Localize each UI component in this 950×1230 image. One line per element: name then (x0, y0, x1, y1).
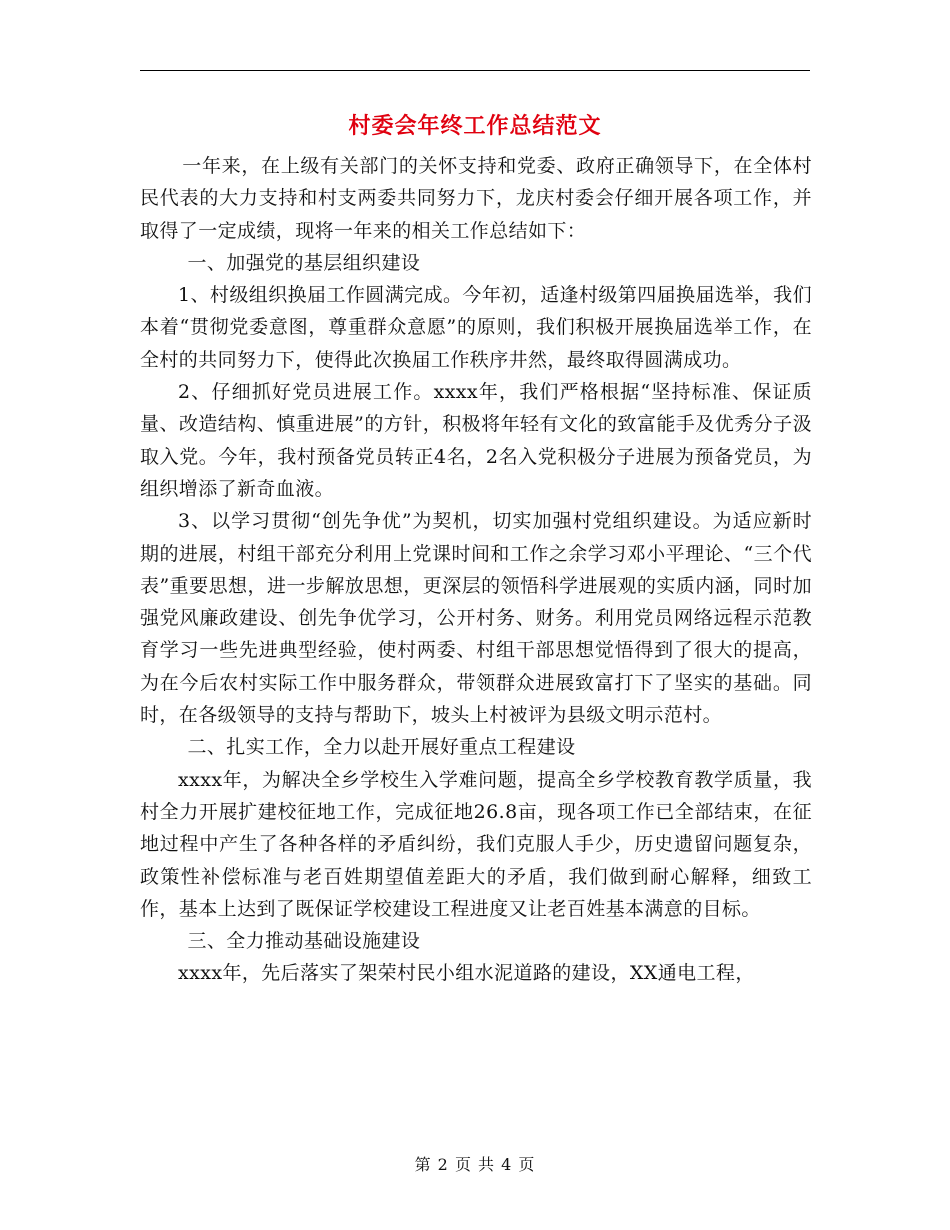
paragraph-item-3: 3、以学习贯彻“创先争优”为契机，切实加强村党组织建设。为适应新时期的进展，村组干部充分利用上党课时间和工作之余学习邓小平理论、“三个代表”重要思想，进一步解放思想，更深层的领悟科学进展观的实质内涵，同时加强党风廉政建设、创先争优学习，公开村务、财务。利用党员网络远程示范教育学习一些先进典型经验，使村两委、村组干部思想觉悟得到了很大的提高，为在今后农村实际工作中服务群众，带领群众进展致富打下了坚实的基础。同时，在各级领导的支持与帮助下，坡头上村被评为县级文明示范村。 (140, 510, 812, 727)
paragraph-item-2: 2、仔细抓好党员进展工作。xxxx年，我们严格根据“坚持标准、保证质量、改造结构、慎重进展”的方针，积极将年轻有文化的致富能手及优秀分子汲取入党。今年，我村预备党员转正4名，2名入党积极分子进展为预备党员，为组织增添了新奇血液。 (140, 381, 812, 500)
section-heading-3: 三、全力推动基础设施建设 (187, 930, 421, 953)
paragraph-school-land: xxxx年，为解决全乡学校生入学难问题，提高全乡学校教育教学质量，我村全力开展扩建校征地工作，完成征地26.8亩，现各项工作已全部结束，在征地过程中产生了各种各样的矛盾纠纷，我们克服人手少，历史遗留问题复杂，政策性补偿标准与老百姓期望值差距大的矛盾，我们做到耐心解释，细致工作，基本上达到了既保证学校建设工程进度又让老百姓基本满意的目标。 (140, 768, 812, 920)
intro-paragraph (140, 150, 812, 247)
paragraph-item-1: 1、村级组织换届工作圆满完成。今年初，适逢村级第四届换届选举，我们本着“贯彻党委意图，尊重群众意愿”的原则，我们积极开展换届选举工作，在全村的共同努力下，使得此次换届工作秩序井然，最终取得圆满成功。 (140, 284, 812, 371)
intro-paragraph-text: 一年来，在上级有关部门的关怀支持和党委、政府正确领导下，在全体村民代表的大力支持和村支两委共同努力下，龙庆村委会仔细开展各项工作，并取得了一定成绩，现将一年来的相关工作总结如下： (140, 155, 812, 242)
header-rule (140, 70, 810, 71)
page-number-footer: 第 2 页 共 4 页 (414, 1155, 536, 1174)
section-heading-1: 一、加强党的基层组织建设 (187, 251, 421, 274)
section-heading-2: 二、扎实工作，全力以赴开展好重点工程建设 (187, 736, 576, 759)
paragraph-infrastructure: xxxx年，先后落实了架荣村民小组水泥道路的建设，XX通电工程， (178, 962, 755, 985)
document-title: 村委会年终工作总结范文 (348, 113, 602, 139)
document-body (140, 150, 812, 990)
